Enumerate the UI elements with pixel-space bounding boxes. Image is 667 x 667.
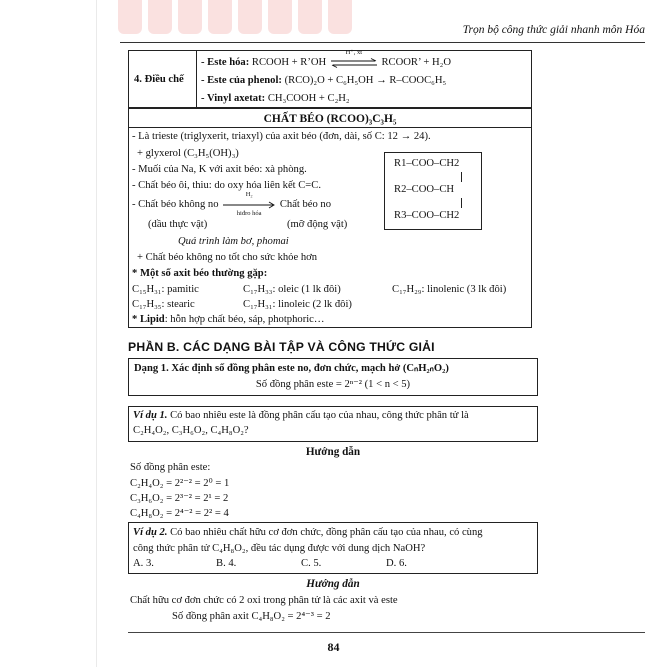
example1-label: Ví dụ 1. <box>133 410 168 421</box>
hydrogenation-right: Chất béo no <box>279 199 332 210</box>
prep-row-equation: CH₃COOH + C₂H₂ <box>267 93 350 104</box>
example1-calc-2: C₃H₆O₂ = 2³⁻² = 2¹ = 2 <box>130 493 229 504</box>
option-d: D. 6. <box>386 558 407 569</box>
header-rule <box>120 42 645 43</box>
prep-row-label: - Este hóa: <box>201 57 250 68</box>
origin-right: (mỡ động vật) <box>287 219 348 230</box>
prep-row-label: - Este của phenol: <box>201 75 282 86</box>
structure-line-1: R1–COO–CH2 <box>394 158 460 169</box>
prep-row-phenol <box>201 75 446 87</box>
equilibrium-arrow <box>329 48 379 68</box>
example1-guide-title: Hướng dẫn <box>305 446 361 458</box>
prep-row-equation-right: RCOOR’ + H₂O <box>381 57 451 68</box>
example1-intro: Số đồng phân este: <box>130 462 211 473</box>
arrow-condition: hiđro hóa <box>236 209 262 217</box>
header-decoration <box>118 0 352 34</box>
prep-row-label: - Vinyl axetat: <box>201 93 266 104</box>
example2-result: Số đồng phân axit C₄H₈O₂ = 2⁴⁻³ = 2 <box>172 611 331 622</box>
fat-title: CHẤT BÉO (RCOO)₃C₃H₅ <box>263 113 397 125</box>
hydrogenation-left: - Chất béo không no <box>132 199 219 210</box>
example2-question-line1 <box>133 527 483 539</box>
running-header: Trọn bộ công thức giải nhanh môn Hóa <box>462 24 645 36</box>
footer-rule <box>128 632 645 633</box>
example2-explanation: Chất hữu cơ đơn chức có 2 oxi trong phân tử là các axit và este <box>130 595 398 606</box>
example2-guide-title: Hướng dẫn <box>306 578 360 590</box>
prep-row-equation-left: RCOOH + R’OH <box>251 57 327 68</box>
acid-stearic: C₁₇H₃₅: stearic <box>132 299 195 310</box>
common-acids-title: * Một số axit béo thường gặp: <box>132 268 268 279</box>
lipid-text: : hỗn hợp chất béo, sáp, photphoric… <box>164 314 325 325</box>
arrow-reagent: H₂ <box>245 190 253 198</box>
fat-line-glycerol: + glyxerol (C₃H₅(OH)₃) <box>137 148 239 159</box>
prep-label: 4. Điều chế <box>134 74 184 85</box>
fat-line-soap: - Muối của Na, K với axit béo: xà phòng. <box>132 164 307 175</box>
option-b: B. 4. <box>216 558 237 569</box>
example2-question-line2: công thức phân tử C₄H₈O₂, đều tác dụng được với dung dịch NaOH? <box>133 543 426 554</box>
type1-formula: Số đồng phân este = 2ⁿ⁻² (1 < n < 5) <box>255 379 411 390</box>
hydrogenation-line <box>132 190 332 217</box>
page-number: 84 <box>327 640 340 654</box>
health-note: + Chất béo không no tốt cho sức khỏe hơn <box>137 252 318 263</box>
prep-row-esterification <box>201 48 451 69</box>
example1-calc-1: C₂H₄O₂ = 2²⁻² = 2⁰ = 1 <box>130 478 230 489</box>
example1-question-text: Có bao nhiêu este là đồng phân cấu tạo của nhau, công thức phân tử là <box>170 410 469 421</box>
origin-left: (dầu thực vật) <box>148 219 208 230</box>
example2-label: Ví dụ 2. <box>133 527 168 538</box>
example2-question-text: Có bao nhiêu chất hữu cơ đơn chức, đồng phân cấu tạo của nhau, có cùng <box>170 527 483 538</box>
acid-linoleic: C₁₇H₃₁: linoleic (2 lk đôi) <box>243 299 352 310</box>
fat-line-trieste: - Là trieste (triglyxerit, triaxyl) của axit béo (đơn, dài, số C: 12 → 24). <box>132 131 431 142</box>
prep-row-equation: (RCO)₂O + C₆H₅OH → R–COOC₆H₅ <box>284 75 447 86</box>
fat-line-rancid: - Chất béo ôi, thiu: do oxy hóa liên kết C=C. <box>132 180 321 191</box>
example1-calc-3: C₄H₈O₂ = 2⁴⁻² = 2² = 4 <box>130 508 229 519</box>
structure-line-3: R3–COO–CH2 <box>394 210 460 221</box>
process-text: Quá trình làm bơ, phomai <box>178 236 289 247</box>
option-c: C. 5. <box>301 558 322 569</box>
example1-question-line1 <box>133 410 469 422</box>
fat-title-rule <box>128 127 532 128</box>
example1-question-line2: C₂H₄O₂, C₃H₆O₂, C₄H₈O₂? <box>133 425 249 436</box>
acid-pamitic: C₁₅H₃₁: pamitic <box>132 284 199 295</box>
structure-bond <box>461 172 462 182</box>
acid-oleic: C₁₇H₃₃: oleic (1 lk đôi) <box>243 284 341 295</box>
acid-linolenic: C₁₇H₂₉: linolenic (3 lk đôi) <box>392 284 507 295</box>
lipid-line <box>132 314 324 326</box>
option-a: A. 3. <box>133 558 154 569</box>
structure-bond <box>461 198 462 208</box>
lipid-label: * Lipid <box>132 314 165 325</box>
arrow-condition: H⁺, xt <box>345 48 363 56</box>
hydrogenation-arrow <box>221 190 277 217</box>
prep-table-divider <box>196 50 197 108</box>
type1-title: Dạng 1. Xác định số đồng phân este no, đơn chức, mạch hở (CₙH₂ₙO₂) <box>134 363 449 374</box>
part-b-title: PHẦN B. CÁC DẠNG BÀI TẬP VÀ CÔNG THỨC GIẢI <box>128 340 435 354</box>
structure-line-2: R2–COO–CH <box>394 184 455 195</box>
left-margin <box>0 0 10 667</box>
prep-row-vinyl <box>201 93 350 105</box>
